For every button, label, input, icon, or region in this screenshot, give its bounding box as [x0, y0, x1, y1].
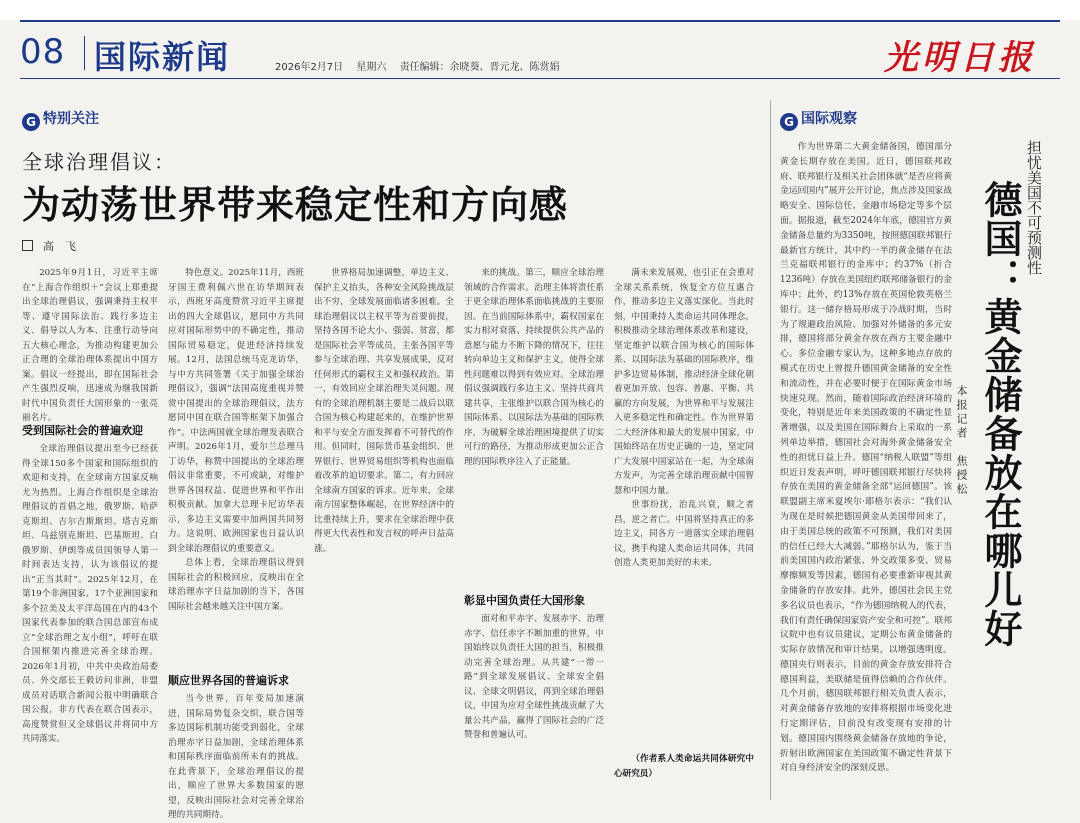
- issue-weekday: 星期六: [356, 62, 387, 73]
- paragraph: 全球治理倡议提出至今已经获得全球150多个国家和国际组织的欢迎和支持，在全球南方国家反响尤为热烈。上海合作组织是全球治理倡议的首倡之地，俄罗斯、哈萨克斯坦、吉尔吉斯斯坦、塔吉克斯坦、乌兹别克斯坦、巴基斯坦、白俄罗斯、伊朗等成员国领导人第一时间表达支持，认为该倡议的提出“正当其时”。2025年12月，在第19个非洲国家、17个亚洲国家和多个拉美及太平洋岛国在内的43个国家代表参加的联合国总部宣布成立“全球治理之友小组”，呼吁在联合国框架内推进完善全球治理。2026年1月初，中共中央政治局委员、外交部长王毅访问非洲，非盟成员对话联合新闻公报中明确联合国公报，非方代表在联合国表示，高度赞赏但又全球倡议并将同中方共同落实。: [22, 444, 158, 744]
- observation-tag-label: 国际观察: [801, 111, 857, 127]
- feature-tag-label: 特别关注: [43, 111, 99, 127]
- right-article-byline: 本报记者 焦授松: [955, 385, 968, 497]
- article-column-2: [168, 266, 304, 666]
- article-column-3: [314, 266, 454, 808]
- paragraph: 当今世界，百年变局加速演进，国际局势复杂交织，联合国等多边国际机制功能受到弱化，全球治理赤字日益加剧，全球治理体系和国际秩序面临前所未有的挑战。在此背景下，全球治理倡议的提出，顺应了世界大多数国家的愿望，反映出国际社会对完善全球治理的共同期待。: [168, 694, 304, 820]
- page-number: 08: [20, 32, 66, 72]
- header-top-rule: [20, 20, 1060, 22]
- section-title: 国际新闻: [94, 38, 231, 76]
- subhead-1: 受到国际社会的普遍欢迎: [22, 424, 143, 437]
- paragraph: 作为世界第二大黄金储备国，德国部分黄金长期存放在美国。近日，德国联邦政府、联邦银行及相关社会团体就“是否应将黄金运回国内”展开公开讨论，焦点涉及国家战略安全、国际信任、金融市场稳定等多个层面。据报道，截至2024年年底，德国官方黄金储备总量约为3350吨，按照德国联邦银行最新官方统计，其中约一半的黄金储存在法兰克福联邦银行的金库中；约37%（折合1236吨）存放在美国纽约联邦储备银行的金库中；此外，约13%存放在英国伦敦英格兰银行。这一储存格局形成于冷战时期，当时为了规避政治风险、加强对外储备的多元安排，德国将部分黄金存放在西方主要金融中心。多位金融专家认为，这种多地点存放的模式在历史上曾提升德国黄金储备的安全性和流动性，并在必要时便于在国际黄金市场快速兑现。然而，随着国际政治经济环境的变化，特别是近年来美国政策的不确定性显著增强，以及美国在国际舞台上采取的一系列单边举措，德国社会对海外黄金储备安全性的担忧日益上升。德国“纳税人联盟”等组织近日发表声明，呼吁德国联邦银行尽快将存放在美国的黄金储备全部“运回德国”。该联盟副主席米夏埃尔·耶格尔表示：“我们认为现在是时候把德国黄金从美国带回来了，由于美国总统的政策不可预测，我们对美国的信任已经大大减弱。”耶格尔认为，鉴于当前美国国内政治紧张、外交政策多变、贸易摩擦频发等因素，德国有必要重新审视其黄金储备的存放安排。此外，德国社会民主党多名议员也表示，“作为德国纳税人的代表，我们有责任确保国家资产安全和可控”。联邦议院中也有议员建议，定期公布黄金储备的实际存放情况和审计结果，以增强透明度。德国央行则表示，目前的黄金存放安排符合德国利益，美联储是值得信赖的合作伙伴。几个月前，德国联邦银行相关负责人表示，对黄金储备存放地的安排将根据市场变化进行定期评估，目前没有改变现有安排的计划。德国国内围绕黄金储备存放地的争论，折射出欧洲国家在美国政策不确定性背景下对自身经济安全的深刻反思。: [780, 142, 952, 774]
- paragraph: 满未来发展观，也引正在会重对全球关系系统，恢复全方位互惠合作，推动多边主义落实深化。当此时刻，中国秉持人类命运共同体理念，积极推动全球治理体系改革和建设，坚定维护以联合国为核心的国际体系、以国际法为基础的国际秩序，维护多边贸易体制，推动经济全球化朝着更加开放、包容、普惠、平衡、共赢的方向发展，为世界和平与发展注入更多稳定性和确定性。作为世界第二大经济体和最大的发展中国家，中国始终站在历史正确的一边，坚定同广大发展中国家站在一起，为全球南方发声，为完善全球治理贡献中国智慧和中国力量。: [614, 268, 754, 496]
- article-column-4: [464, 266, 604, 586]
- g-logo-icon: G: [780, 113, 798, 131]
- paragraph: 面对和平赤字、发展赤字、治理赤字、信任赤字不断加重的世界，中国始终以负责任大国的担当，积极推动完善全球治理。从共建“一带一路”到全球发展倡议、全球安全倡议、全球文明倡议，再到全球治理倡议，中国为应对全球性挑战贡献了大量公共产品，赢得了国际社会的广泛赞誉和普遍认可。: [464, 614, 604, 740]
- byline-square-icon: [22, 240, 33, 251]
- editors: 责任编辑：余晓葵、晋元龙、陈赏娟: [399, 62, 560, 73]
- right-article-headline: 德国：黄金储备放在哪儿好: [978, 180, 1022, 648]
- subhead-2: 顺应世界各国的普遍诉求: [168, 674, 289, 687]
- paragraph: 2025年9月1日，习近平主席在“上海合作组织＋”会议上郑重提出全球治理倡议，强调秉持主权平等、遵守国际法治、践行多边主义、倡导以人为本、注重行动导向五大核心理念，为推动构建更加公正合理的全球治理体系提出中国方案。倡议一经提出，即在国际社会产生强烈反响，迅速成为继我国新时代中国负责任大国形象的一张亮丽名片。: [22, 268, 158, 423]
- header-bottom-rule: [20, 78, 1060, 79]
- article-headline: 为动荡世界带来稳定性和方向感: [22, 183, 569, 227]
- article-column-5: [614, 266, 754, 742]
- newspaper-logo: 光明日报: [884, 38, 1036, 78]
- article-column-4b: [464, 612, 604, 808]
- paragraph: 特色意义。2025年11月，西班牙国王费利佩六世在访华期间表示，西班牙高度赞赏习近平主席提出的四大全球倡议，愿同中方共同应对国际形势中的不确定性，推动国际贸易稳定，促进经济持续发展。12月，法国总统马克龙访华，与中方共同签署《关于加强全球治理倡议》，强调“法国高度重视并赞赏中国提出的全球治理倡议，法方愿同中国在联合国等框架下加强合作”。中法两国就全球治理发表联合声明。2026年1月，爱尔兰总理马丁访华，称赞中国提出的全球治理倡议非常重要，不可或缺，对维护世界各国权益、促进世界和平作出积极贡献。加拿大总理卡尼访华表示，多边主义需要中加两国共同努力。这说明，欧洲国家也日益认识到全球治理倡议的重要意义。: [168, 268, 304, 554]
- paragraph: 来的挑战。第三，顺应全球治理领域的合作需求。治理主体将责任系于更全球治理体系面临挑战的主要原因。在当前国际体系中，霸权国家在实力相对衰落、持续提供公共产品的意愿与能力不断下降的情况下，往往转向单边主义和保护主义，使得全球性问题难以得到有效应对。全球治理倡议强调践行多边主义、坚持共商共建共享，主张维护以联合国为核心的国际体系、以国际法为基础的国际秩序，为破解全球治理困境提供了切实可行的路径，为推动形成更加公正合理的国际秩序注入了正能量。: [464, 268, 604, 467]
- subhead-3: 彰显中国负责任大国形象: [464, 594, 585, 607]
- feature-tag: [22, 108, 99, 131]
- page-header: [20, 26, 1060, 76]
- byline-name: 高 飞: [43, 240, 76, 253]
- article-column-1b: [22, 442, 158, 808]
- right-article-kicker: 担忧美国不可预测性: [1025, 140, 1043, 275]
- article-byline: [22, 238, 76, 254]
- paragraph: 世界格局加速调整，单边主义、保护主义抬头，各种安全风险挑战层出不穷，全球发展面临诸多困难。全球治理倡议以主权平等为首要前提，坚持各国不论大小、强弱、贫富，都是国际社会平等成员，主张各国平等参与全球治理、共享发展成果，反对任何形式的霸权主义和强权政治。第一，有效回应全球治理失灵问题。现有的全球治理机制主要是二战后以联合国为核心构建起来的，在维护世界和平与安全方面发挥着不可替代的作用。但同时，国际货币基金组织、世界银行、世界贸易组织等机构也面临着改革的迫切要求。第二，有力回应全球南方国家的诉求。近年来，全球南方国家整体崛起，在世界经济中的比重持续上升，要求在全球治理中获得更大代表性和发言权的呼声日益高涨。: [314, 268, 454, 554]
- g-logo-icon: G: [22, 113, 40, 131]
- header-divider: [84, 36, 85, 70]
- paragraph: 总体上看，全球治理倡议得到国际社会的积极回应，反映出在全球治理赤字日益加剧的当下，各国国际社会越来越关注中国方案。: [168, 558, 304, 612]
- paragraph: 世事纷扰，治乱兴衰，顺之者昌，逆之者亡。中国将坚持真正的多边主义，同各方一道落实全球治理倡议，携手构建人类命运共同体，共同创造人类更加美好的未来。: [614, 500, 754, 568]
- observation-tag: [780, 108, 857, 131]
- author-note-text: （作者系人类命运共同体研究中心研究员）: [614, 754, 754, 779]
- header-meta: [275, 58, 570, 73]
- column-divider: [770, 100, 771, 800]
- author-note: [614, 752, 754, 782]
- top-margin: [0, 0, 1080, 20]
- right-article-body: [780, 140, 952, 808]
- article-kicker: 全球治理倡议：: [22, 150, 176, 174]
- article-column-2c: [168, 692, 304, 820]
- issue-date: 2026年2月7日: [275, 62, 344, 73]
- article-column-1: [22, 266, 158, 423]
